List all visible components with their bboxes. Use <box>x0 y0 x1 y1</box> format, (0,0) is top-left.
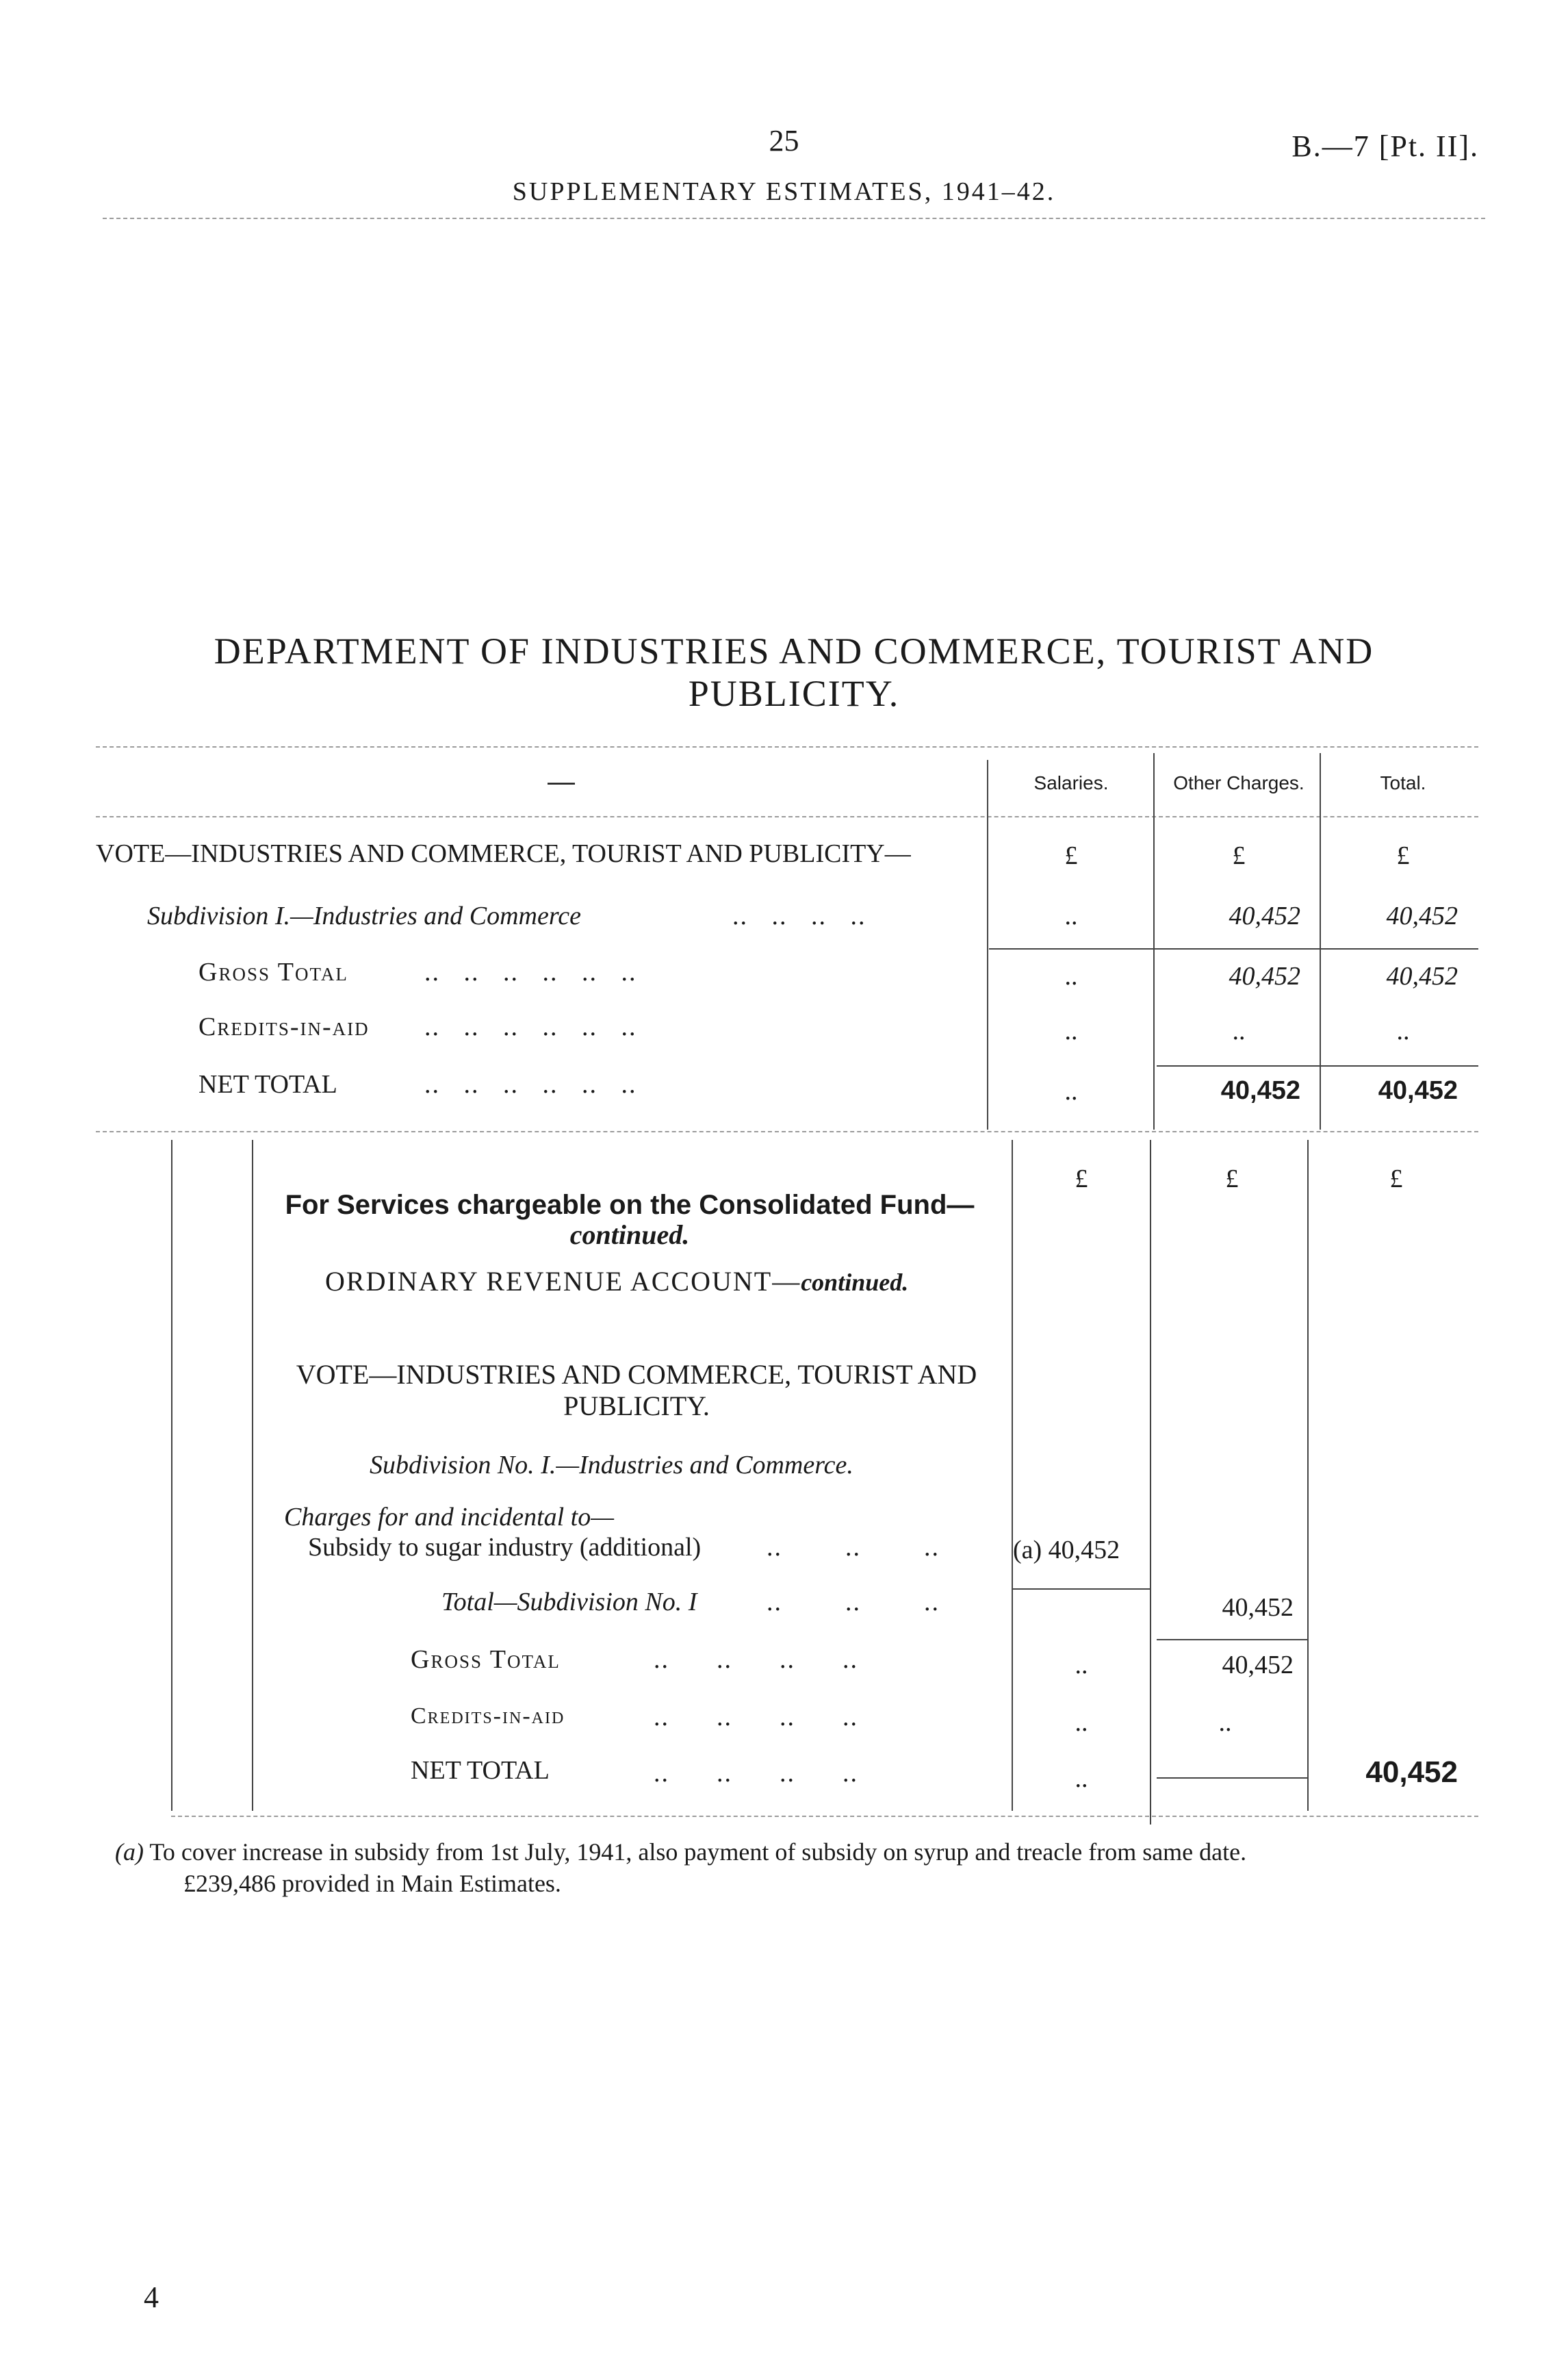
table1-gross-rule <box>989 948 1478 950</box>
consolidated-fund-heading-line1: For Services chargeable on the Consolidated Fund— <box>285 1190 975 1220</box>
table1-row-gross-salaries: .. <box>1064 962 1078 991</box>
total-subdivision-dots: .. .. .. <box>767 1588 940 1616</box>
table1-vline-3 <box>1320 753 1321 1130</box>
table2-gross-value: 40,452 <box>1222 1651 1294 1679</box>
table2-credits-col1: .. <box>1075 1708 1088 1737</box>
department-title <box>103 630 1485 715</box>
table1-row-net-salaries: .. <box>1064 1077 1078 1106</box>
table2-credits-label: Credits-in-aid <box>411 1703 565 1729</box>
salaries-currency: £ <box>1064 841 1078 870</box>
table1-row-gross-dots: .. .. .. .. .. .. <box>424 958 637 987</box>
total-currency: £ <box>1396 841 1410 870</box>
sheet-number: 4 <box>144 2280 159 2314</box>
gross-total-rule <box>1157 1639 1307 1640</box>
table2-vote-heading-line1: VOTE—INDUSTRIES AND COMMERCE, TOURIST AND <box>296 1359 977 1390</box>
table1-row-net-total: 40,452 <box>1378 1076 1458 1105</box>
table2-col3-currency: £ <box>1389 1165 1403 1193</box>
table2-gross-dots: .. .. .. .. <box>654 1645 858 1674</box>
table1-top-rule <box>96 746 1478 748</box>
total-header: Total. <box>1380 772 1426 793</box>
table1-row-subdivision-label: Subdivision I.—Industries and Commerce <box>147 902 581 930</box>
table1-row-subdivision-salaries: .. <box>1064 902 1078 930</box>
table2-bottom-rule <box>171 1816 1478 1817</box>
table1-row-net-dots: .. .. .. .. .. .. <box>424 1070 637 1099</box>
table1-row-credits-dots: .. .. .. .. .. .. <box>424 1013 637 1041</box>
table2-credits-dots: .. .. .. .. <box>654 1703 858 1731</box>
header-rule <box>103 218 1485 219</box>
ordinary-revenue-heading-text: ORDINARY REVENUE ACCOUNT— <box>325 1266 801 1297</box>
page-number: 25 <box>769 124 799 157</box>
table2-net-col1: .. <box>1075 1764 1088 1793</box>
salaries-header: Salaries. <box>1033 772 1109 793</box>
subsidy-dots: .. .. .. <box>767 1533 940 1562</box>
subsidy-value: (a) 40,452 <box>1013 1536 1120 1564</box>
document-reference: B.—7 [Pt. II]. <box>1291 129 1479 163</box>
table1-net-rule <box>1157 1065 1478 1067</box>
table2-net-label: NET TOTAL <box>411 1756 550 1785</box>
table2-col2-currency: £ <box>1225 1165 1239 1193</box>
charges-heading: Charges for and incidental to— <box>284 1503 615 1531</box>
table2-gross-label: Gross Total <box>411 1645 561 1674</box>
running-title: SUPPLEMENTARY ESTIMATES, 1941–42. <box>512 177 1056 206</box>
footnote-text-line1: To cover increase in subsidy from 1st July, 1941, also payment of subsidy on syrup and treacle from same date. <box>149 1838 1247 1866</box>
total-subdivision-label: Total—Subdivision No. I <box>441 1588 697 1616</box>
other-charges-header: Other Charges. <box>1173 772 1304 793</box>
table1-row-subdivision-other: 40,452 <box>1229 902 1300 930</box>
table1-row-credits-total: .. <box>1396 1017 1410 1045</box>
consolidated-fund-heading-line2: continued. <box>569 1219 690 1250</box>
table1-row-net-label: NET TOTAL <box>198 1070 337 1099</box>
table1-row-gross-total: 40,452 <box>1386 962 1458 991</box>
table2-vline-left-1 <box>171 1140 172 1811</box>
ordinary-revenue-heading <box>325 1265 908 1297</box>
footnote <box>115 1836 1484 1899</box>
table1-row-gross-other: 40,452 <box>1229 962 1300 991</box>
table2-gross-col1: .. <box>1075 1651 1088 1679</box>
stub-header: — <box>548 767 575 797</box>
ordinary-revenue-heading-continued: continued. <box>801 1269 909 1296</box>
subsidy-label: Subsidy to sugar industry (additional) <box>308 1533 702 1562</box>
footnote-line1 <box>115 1836 1484 1868</box>
table2-vline-col-3 <box>1307 1140 1309 1811</box>
table1-row-gross-label: Gross Total <box>198 958 348 987</box>
table1-row-subdivision-dots: .. .. .. .. <box>732 902 866 930</box>
net-total-rule <box>1157 1777 1307 1779</box>
table1-vline-1 <box>987 760 988 1130</box>
other-currency: £ <box>1232 841 1246 870</box>
table1-row-credits-other: .. <box>1232 1017 1246 1045</box>
table1-bottom-rule <box>96 1131 1478 1132</box>
table1-row-subdivision-total: 40,452 <box>1386 902 1458 930</box>
department-title-line1: DEPARTMENT OF INDUSTRIES AND COMMERCE, TOURIST AND <box>214 631 1374 672</box>
table2-credits-col2: .. <box>1218 1708 1232 1737</box>
table2-vline-col-2 <box>1150 1140 1151 1825</box>
table2-vote-heading-line2: PUBLICITY. <box>563 1390 710 1421</box>
table1-vline-2 <box>1153 753 1155 1130</box>
vote-line: VOTE—INDUSTRIES AND COMMERCE, TOURIST AND PUBLICITY— <box>96 839 911 868</box>
table1-header-rule <box>96 816 1478 817</box>
department-title-line2: PUBLICITY. <box>688 673 900 714</box>
consolidated-fund-heading <box>253 1190 1006 1250</box>
table2-net-dots: .. .. .. .. <box>654 1759 858 1788</box>
table2-net-value: 40,452 <box>1365 1755 1458 1789</box>
footnote-marker: (a) <box>115 1838 144 1866</box>
table2-col1-currency: £ <box>1075 1165 1088 1193</box>
total-subdivision-value: 40,452 <box>1222 1593 1294 1622</box>
table2-vote-heading <box>267 1359 1006 1422</box>
footnote-text-line2: £239,486 provided in Main Estimates. <box>183 1870 561 1897</box>
subsidy-total-rule <box>1013 1588 1150 1590</box>
table1-row-net-other: 40,452 <box>1220 1076 1300 1105</box>
table2-subdivision-heading: Subdivision No. I.—Industries and Commerce. <box>370 1451 853 1479</box>
table1-row-credits-salaries: .. <box>1064 1017 1078 1045</box>
table1-row-credits-label: Credits-in-aid <box>198 1013 370 1041</box>
